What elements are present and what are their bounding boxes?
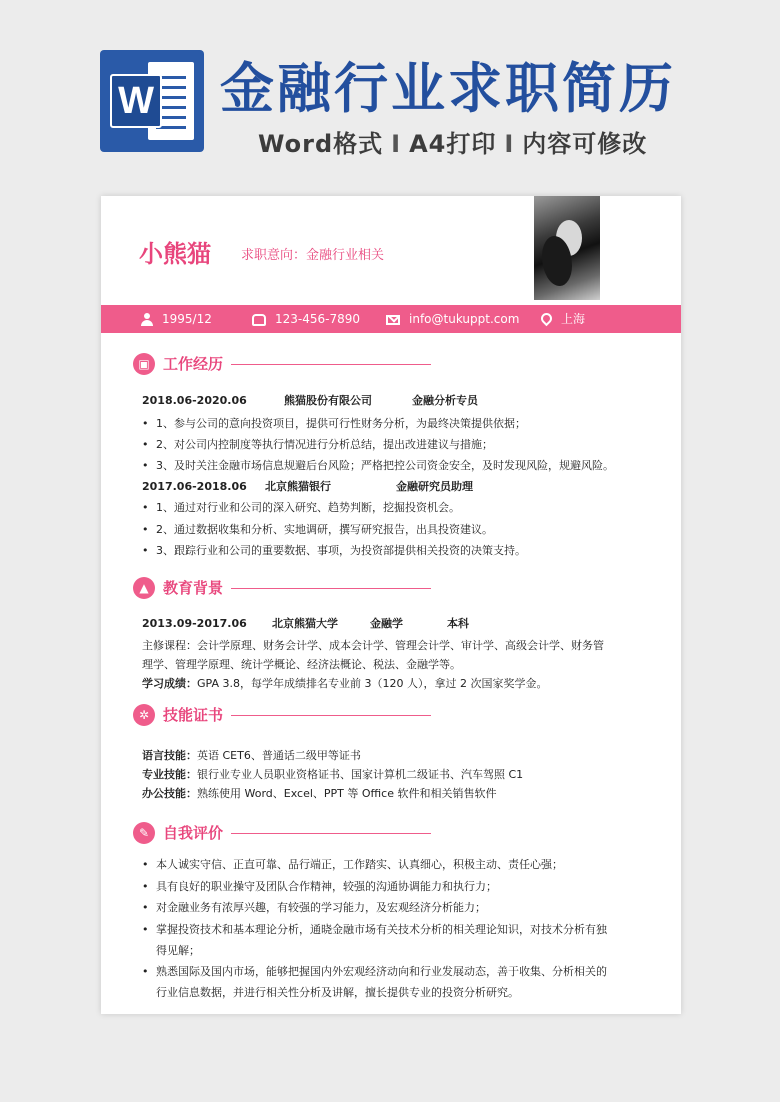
info-bar [101, 305, 681, 333]
work-title: 金融分析专员 [412, 394, 478, 407]
section-divider [231, 588, 431, 589]
list-item-continued: 行业信息数据，并进行相关性分析及讲解，擅长提供专业的投资分析研究。 [156, 986, 519, 999]
location-pin-icon [539, 311, 555, 327]
work-company: 熊猫股份有限公司 [284, 394, 372, 407]
edit-icon: ✎ [133, 822, 155, 844]
subtitle-separator: I [391, 130, 402, 158]
section-title: 技能证书 [163, 706, 224, 724]
gear-icon: ✲ [133, 704, 155, 726]
phone-info [252, 305, 360, 333]
graduation-cap-icon: ▲ [133, 577, 155, 599]
edu-header [142, 617, 642, 631]
section-divider [231, 715, 431, 716]
birth-info [141, 305, 212, 333]
candidate-name: 小熊猫 [139, 240, 211, 268]
mail-icon [386, 315, 400, 325]
word-logo-icon [100, 50, 204, 152]
email-info [386, 305, 519, 333]
briefcase-icon: ▣ [133, 353, 155, 375]
skill-row: 办公技能：熟练使用 Word、Excel、PPT 等 Office 软件和相关销售软件 [142, 787, 497, 800]
section-title: 教育背景 [163, 579, 224, 597]
edu-courses: 主修课程：会计学原理、财务会计学、成本会计学、管理会计学、审计学、高级会计学、财务管 [142, 639, 604, 652]
profile-photo [534, 196, 600, 300]
subtitle-format: Word格式 [258, 130, 384, 158]
score-text: GPA 3.8，每学年成绩排名专业前 3（120 人），拿过 2 次国家奖学金。 [197, 677, 548, 690]
section-title: 工作经历 [163, 355, 224, 373]
email-address: info@tukuppt.com [409, 312, 520, 326]
city-info [541, 305, 585, 333]
work-title: 金融研究员助理 [396, 480, 473, 493]
edu-school: 北京熊猫大学 [272, 617, 338, 630]
subtitle-separator: I [504, 130, 515, 158]
edu-major: 金融学 [370, 617, 403, 630]
phone-icon [252, 314, 266, 326]
section-divider [231, 833, 431, 834]
work-period: 2018.06-2020.06 [142, 394, 247, 407]
section-title: 自我评价 [163, 824, 224, 842]
skill-row: 专业技能：银行业专业人员职业资格证书、国家计算机二级证书、汽车驾照 C1 [142, 768, 524, 781]
birth-date: 1995/12 [162, 312, 212, 326]
resume-page: 小熊猫 求职意向：金融行业相关 1995/12 123-456-7890 info@tukuppt.com 上海 ▣ 工作经历 2018.06-2020.06 熊猫股份有限公司 金融分析专员 1、参与公司的意向投资项目，提供可行性财务分析，为最终决策提供依据； 2、对公司内控制度等执行情况进行分析总结，提出改进建议与措施； 3、及时关注金融市场信息规避后台风险；严格把控公司资金安全，及时发现风险，规避风险。 2017.06-2018.06 北京熊猫银行 金融研究员助理 1、通过对行业和公司的深入研究、趋势判断，挖掘投资机会。 2、通过数据收集和分析、实地调研，撰写研究报告，出具投资建议。 3、跟踪行业和公司的重要数据、事项，为投资部提供相关投资的决策支持。 ▲ 教育背景 2013.09-2017.06 北京熊猫大学 金融学 本科 主修课程：会计学原理、财务会计学、成本会计学、管理会计学、审计学、高级会计学、财务管 理学、管理学原理、统计学概论、经济法概论、税法、金融学等。 学习成绩：GPA 3.8，每学年成绩排名专业前 3（120 人），拿过 2 次国家奖学金。 ✲ 技能证书 语言技能：英语 CET6、普通话二级甲等证书 专业技能：银行业专业人员职业资格证书、国家计算机二级证书、汽车驾照 C1 办公技能：熟练使用 Word、Excel、PPT 等 Office 软件和相关销售软件 ✎ 自我评价 本人诚实守信、正直可靠、品行端正，工作踏实、认真细心，积极主动、责任心强； 具有良好的职业操守及团队合作精神，较强的沟通协调能力和执行力； 对金融业务有浓厚兴趣，有较强的学习能力，及宏观经济分析能力； 掌握投资技术和基本理论分析，通晓金融市场有关技术分析的相关理论知识，对技术分析有独 得见解； 熟悉国际及国内市场，能够把握国内外宏观经济动向和行业发展动态，善于收集、分析相关的 行业信息数据，并进行相关性分析及讲解，擅长提供专业的投资分析研究。 [101, 196, 681, 1014]
phone-number: 123-456-7890 [275, 312, 361, 326]
work-period: 2017.06-2018.06 [142, 480, 247, 493]
work-company: 北京熊猫银行 [265, 480, 331, 493]
banner-subtitle [258, 124, 647, 159]
score-label: 学习成绩： [142, 677, 197, 690]
banner [0, 0, 780, 196]
word-letter: W [110, 74, 162, 128]
subtitle-print: A4打印 [409, 130, 497, 158]
section-divider [231, 364, 431, 365]
city-name: 上海 [561, 312, 586, 326]
list-item-continued: 得见解； [156, 944, 200, 957]
work-header [142, 480, 642, 494]
edu-courses: 理学、管理学原理、统计学概论、经济法概论、税法、金融学等。 [142, 658, 461, 671]
subtitle-editable: 内容可修改 [522, 130, 648, 158]
skill-row: 语言技能：英语 CET6、普通话二级甲等证书 [142, 749, 361, 762]
job-intent: 求职意向：金融行业相关 [241, 248, 385, 263]
edu-degree: 本科 [447, 617, 469, 630]
edu-period: 2013.09-2017.06 [142, 617, 247, 630]
work-header [142, 394, 642, 408]
person-icon [141, 313, 153, 326]
edu-score [142, 677, 547, 691]
banner-title: 金融行业求职简历 [220, 57, 676, 120]
